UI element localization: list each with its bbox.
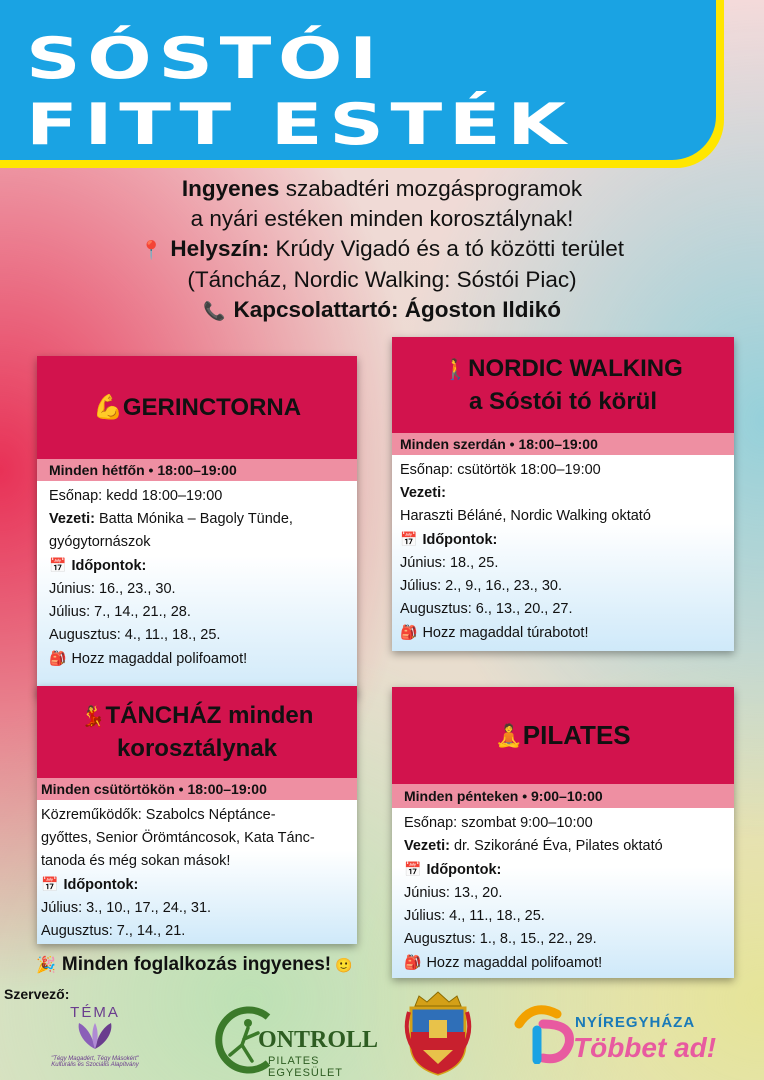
nordic-rain: Esőnap: csütörtök 18:00–19:00	[400, 462, 601, 478]
gerinctorna-rain: Esőnap: kedd 18:00–19:00	[49, 488, 223, 504]
smile-icon: 🙂	[335, 957, 353, 973]
backpack-icon: 🎒	[49, 650, 67, 666]
nordic-led: Haraszti Béláné, Nordic Walking oktató	[400, 508, 651, 524]
tanchaz-schedule: Minden csütörtökön • 18:00–19:00	[37, 778, 357, 800]
tema-emblem-icon	[65, 1021, 125, 1051]
party-popper-icon: 🎉	[36, 957, 56, 974]
nordic-date-june: Június: 18., 25.	[400, 555, 499, 571]
pilates-led: dr. Szikoráné Éva, Pilates oktató	[449, 838, 663, 854]
location-pin-icon: 📍	[140, 240, 163, 260]
nyiregyhaza-logo	[513, 1000, 749, 1068]
pilates-schedule: Minden pénteken • 9:00–10:00	[392, 784, 734, 808]
tanchaz-date-august: Augusztus: 7., 14., 21.	[41, 923, 186, 939]
calendar-icon: 📅	[41, 876, 59, 892]
nordic-date-july: Július: 2., 9., 16., 23., 30.	[400, 578, 563, 594]
tema-sub-1: "Tégy Magadért, Tégy Másokért"	[51, 1056, 139, 1062]
nordic-card	[392, 337, 734, 651]
title-line-2: FITT ESTÉK	[26, 92, 573, 158]
intro-text	[0, 174, 764, 326]
pilates-led-label: Vezeti:	[404, 838, 450, 854]
gerinctorna-led2: gyógytornászok	[49, 534, 151, 550]
nordic-body	[392, 455, 734, 651]
gerinctorna-schedule: Minden hétfőn • 18:00–19:00	[37, 459, 357, 481]
tanchaz-dates-label: Időpontok:	[63, 877, 139, 893]
tanchaz-contrib-1: Közreműködők: Szabolcs Néptánce-	[41, 807, 276, 823]
tanchaz-header	[37, 686, 357, 778]
tanchaz-title-2: korosztálynak	[116, 734, 278, 762]
location-label: Helyszín:	[170, 236, 270, 261]
pilates-title: PILATES	[522, 720, 631, 750]
gerinctorna-date-july: Július: 7., 14., 21., 28.	[49, 604, 191, 620]
tema-title: TÉMA	[70, 1004, 120, 1021]
nordic-title-2: a Sóstói tó körül	[468, 387, 657, 415]
intro-free: Ingyenes	[181, 176, 280, 201]
pilates-body	[392, 808, 734, 978]
city-coat-of-arms-icon	[403, 988, 473, 1076]
tanchaz-contrib-2: győttes, Senior Örömtáncosok, Kata Tánc-	[41, 830, 315, 846]
organizers-label: Szervező:	[4, 986, 70, 1002]
pilates-date-august: Augusztus: 1., 8., 15., 22., 29.	[404, 931, 597, 947]
kontroll-sub: PILATES EGYESÜLET	[268, 1055, 344, 1079]
gerinctorna-led: Batta Mónika – Bagoly Tünde,	[94, 511, 293, 527]
nyiregyhaza-emblem-icon	[513, 1004, 577, 1064]
tema-sub-2: Kulturális és Szociális Alapítvány	[51, 1062, 139, 1068]
pilates-card	[392, 687, 734, 978]
tanchaz-date-july: Július: 3., 10., 17., 24., 31.	[41, 900, 212, 916]
pilates-date-june: Június: 13., 20.	[404, 885, 503, 901]
gerinctorna-bring: Hozz magaddal polifoamot!	[71, 651, 248, 667]
calendar-icon: 📅	[400, 531, 418, 547]
tanchaz-title-1: TÁNCHÁZ minden	[105, 701, 314, 729]
tema-logo	[35, 1004, 155, 1068]
title-line-1: SÓSTÓI	[26, 26, 384, 92]
pilates-date-july: Július: 4., 11., 18., 25.	[404, 908, 545, 924]
contact-text: Kapcsolattartó: Ágoston Ildikó	[233, 297, 561, 322]
header-banner	[0, 0, 724, 168]
gerinctorna-card	[37, 356, 357, 696]
pilates-rain: Esőnap: szombat 9:00–10:00	[404, 815, 593, 831]
gerinctorna-title: GERINCTORNA	[122, 393, 302, 421]
nordic-dates-label: Időpontok:	[422, 532, 498, 548]
nordic-bring: Hozz magaddal túrabotot!	[422, 625, 589, 641]
calendar-icon: 📅	[49, 557, 67, 573]
intro-line4: (Táncház, Nordic Walking: Sóstói Piac)	[187, 267, 577, 292]
gerinctorna-body	[37, 481, 357, 696]
gerinctorna-date-august: Augusztus: 4., 11., 18., 25.	[49, 627, 221, 643]
pilates-bring: Hozz magaddal polifoamot!	[426, 955, 603, 971]
person-walking-icon: 🚶	[443, 358, 469, 381]
gerinctorna-led-label: Vezeti:	[49, 511, 95, 527]
gerinctorna-dates-label: Időpontok:	[71, 558, 147, 574]
intro-line2: a nyári estéken minden korosztálynak!	[190, 206, 574, 231]
pilates-dates-label: Időpontok:	[426, 862, 502, 878]
tanchaz-body	[37, 800, 357, 944]
calendar-icon: 📅	[404, 861, 422, 877]
free-notice	[36, 954, 353, 976]
nordic-led-label: Vezeti:	[400, 485, 446, 501]
phone-icon: 📞	[203, 301, 226, 321]
nordic-header	[392, 337, 734, 433]
nyiregyhaza-slogan: Többet ad!	[573, 1032, 717, 1063]
header-inner	[0, 0, 716, 160]
nyiregyhaza-city: NYÍREGYHÁZA	[575, 1014, 696, 1031]
nordic-schedule: Minden szerdán • 18:00–19:00	[392, 433, 734, 455]
free-notice-text: Minden foglalkozás ingyenes!	[61, 954, 332, 975]
backpack-icon: 🎒	[400, 624, 418, 640]
location-text: Krúdy Vigadó és a tó közötti terület	[269, 236, 624, 261]
backpack-icon: 🎒	[404, 954, 422, 970]
intro-line1: szabadtéri mozgásprogramok	[279, 176, 583, 201]
nordic-date-august: Augusztus: 6., 13., 20., 27.	[400, 601, 573, 617]
tanchaz-contrib-3: tanoda és még sokan mások!	[41, 853, 231, 869]
dancer-icon: 💃	[80, 705, 106, 728]
kontroll-name: ONTROLL	[258, 1027, 379, 1053]
pilates-header	[392, 687, 734, 784]
nordic-title-1: NORDIC WALKING	[468, 354, 683, 382]
flexed-biceps-icon: 💪	[92, 394, 123, 421]
yoga-person-icon: 🧘	[495, 722, 523, 748]
tanchaz-card	[37, 686, 357, 944]
kontroll-logo	[208, 1005, 388, 1079]
gerinctorna-header	[37, 356, 357, 459]
gerinctorna-date-june: Június: 16., 23., 30.	[49, 581, 176, 597]
